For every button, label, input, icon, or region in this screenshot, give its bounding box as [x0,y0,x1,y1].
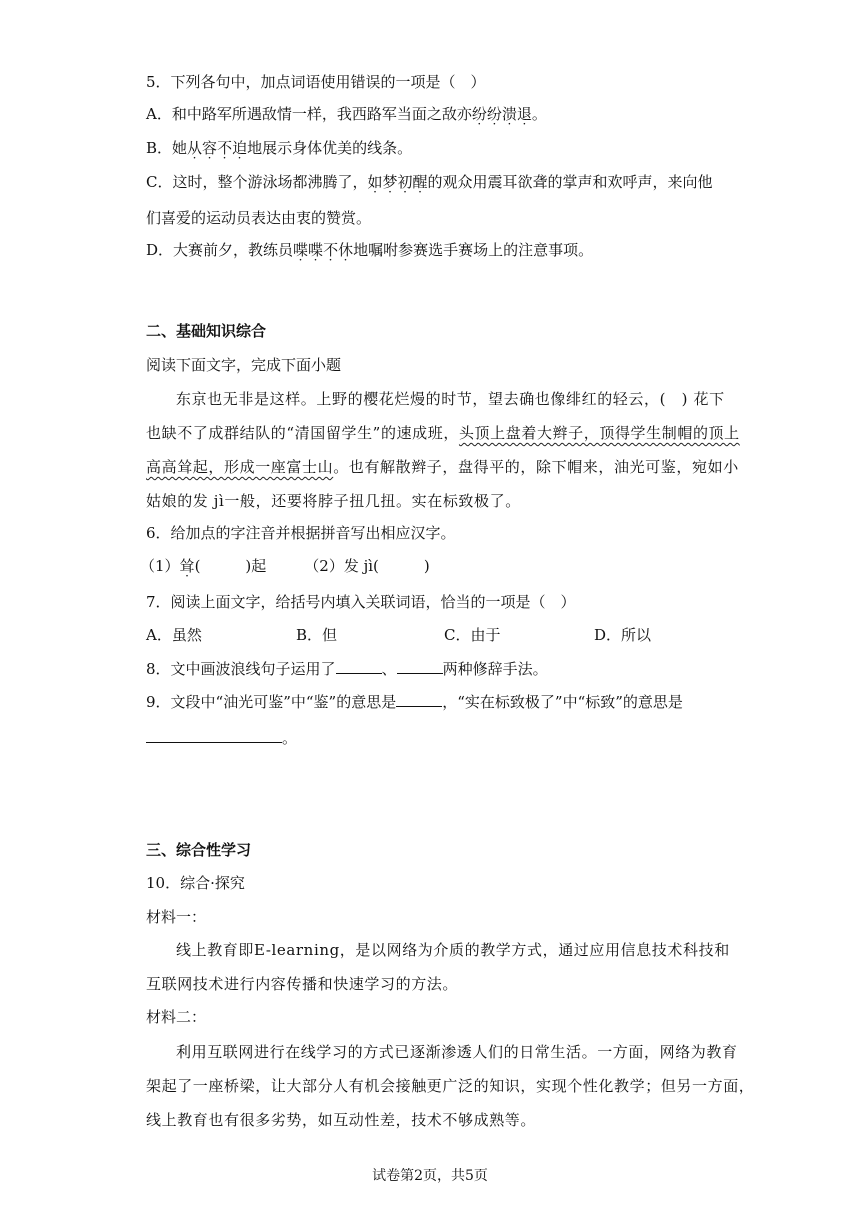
passage-line-1: 东京也无非是这样。上野的樱花烂熳的时节，望去确也像绯红的轻云，( ) 花下 [176,390,725,408]
dotted-char: 溃 [501,105,517,123]
passage-line-3: 高高耸起，形成一座富士山。也有解散辫子，盘得平的，除下帽来，油光可鉴，宛如小 [146,458,739,476]
answer-blank[interactable] [146,728,282,743]
material-1-line-1: 线上教育即E-learning，是以网络为介质的教学方式，通过应用信息技术科技和 [176,941,730,959]
dotted-char: 退 [516,105,532,123]
answer-blank[interactable] [396,692,442,707]
dotted-char: 喋 [308,241,324,259]
reading-instruction: 阅读下面文字，完成下面小题 [146,356,342,374]
q7-options [146,625,651,645]
dotted-char: 迫 [232,139,248,157]
q9-answer-line: 。 [146,728,297,748]
q5-option-b: B．她从容不迫地展示身体优美的线条。 [146,139,413,157]
page-footer: 试卷第2页，共5页 [372,1168,488,1184]
wavy-underlined-text: 头顶上盘着大辫子，顶得学生制帽的顶上 [458,424,740,442]
q5-option-c: C．这时，整个游泳场都沸腾了，如梦初醒的观众用震耳欲聋的掌声和欢呼声，来向他 [146,173,713,191]
dotted-char: 耸 [179,557,195,575]
q5-option-d: D．大赛前夕，教练员喋喋不休地嘱咐参赛选手赛场上的注意事项。 [146,241,594,259]
material-2-line-2: 架起了一座桥梁，让大部分人有机会接触更广泛的知识，实现个性化教学；但另一方面， [146,1077,755,1095]
q6-stem: 6．给加点的字注音并根据拼音写出相应汉字。 [146,524,456,542]
dotted-char: 容 [202,139,218,157]
q5-stem: 5．下列各句中，加点词语使用错误的一项是（ ） [146,73,486,91]
dotted-char: 初 [397,173,413,191]
dotted-char: 纷 [471,105,487,123]
q7-option-c: C．由于 [444,626,501,644]
passage-line-2: 也缺不了成群结队的“清国留学生”的速成班，头顶上盘着大辫子，顶得学生制帽的顶上 [146,424,740,442]
q7-option-b: B．但 [296,626,338,644]
q7-option-a: A．虽然 [146,626,202,644]
answer-blank[interactable] [336,659,382,674]
q8-stem: 8．文中画波浪线句子运用了 、 两种修辞手法。 [146,660,548,678]
material-2-line-3: 线上教育也有很多劣势，如互动性差，技术不够成熟等。 [146,1111,537,1129]
wavy-underlined-text: 高高耸起，形成一座富士山 [146,458,334,476]
dotted-char: 醒 [412,173,428,191]
dotted-char: 休 [338,241,354,259]
q10-stem: 10．综合·探究 [146,874,245,892]
q5-option-a: A．和中路军所遇敌情一样，我西路军当面之敌亦纷纷溃退。 [146,105,547,123]
q7-option-d: D．所以 [594,626,652,644]
passage-line-4: 姑娘的发 jì一般，还要将脖子扭几扭。实在标致极了。 [146,492,521,510]
dotted-char: 不 [323,241,339,259]
material-2-line-1: 利用互联网进行在线学习的方式已逐渐渗透人们的日常生活。一方面，网络为教育 [176,1043,738,1061]
dotted-char: 如 [367,173,383,191]
q7-stem: 7．阅读上面文字，给括号内填入关联词语，恰当的一项是（ ） [146,593,576,611]
section-3-title: 三、综合性学习 [146,841,252,859]
section-2-title: 二、基础知识综合 [146,322,267,340]
answer-blank[interactable] [397,659,443,674]
dotted-char: 纷 [486,105,502,123]
material-1-label: 材料一： [146,908,207,926]
material-1-line-2: 互联网技术进行内容传播和快速学习的方法。 [146,975,459,993]
material-2-label: 材料二： [146,1008,207,1026]
dotted-char: 梦 [382,173,398,191]
dotted-char: 喋 [293,241,309,259]
q5-option-c-line2: 们喜爱的运动员表达由衷的赞赏。 [146,209,372,227]
q6-items: （1）耸( )起 （2）发 jì( ) [140,557,430,575]
q9-stem: 9．文段中“油光可鉴”中“鉴”的意思是 ，“实在标致极了”中“标致”的意思是 [146,693,683,711]
dotted-char: 不 [217,139,233,157]
dotted-char: 从 [187,139,203,157]
